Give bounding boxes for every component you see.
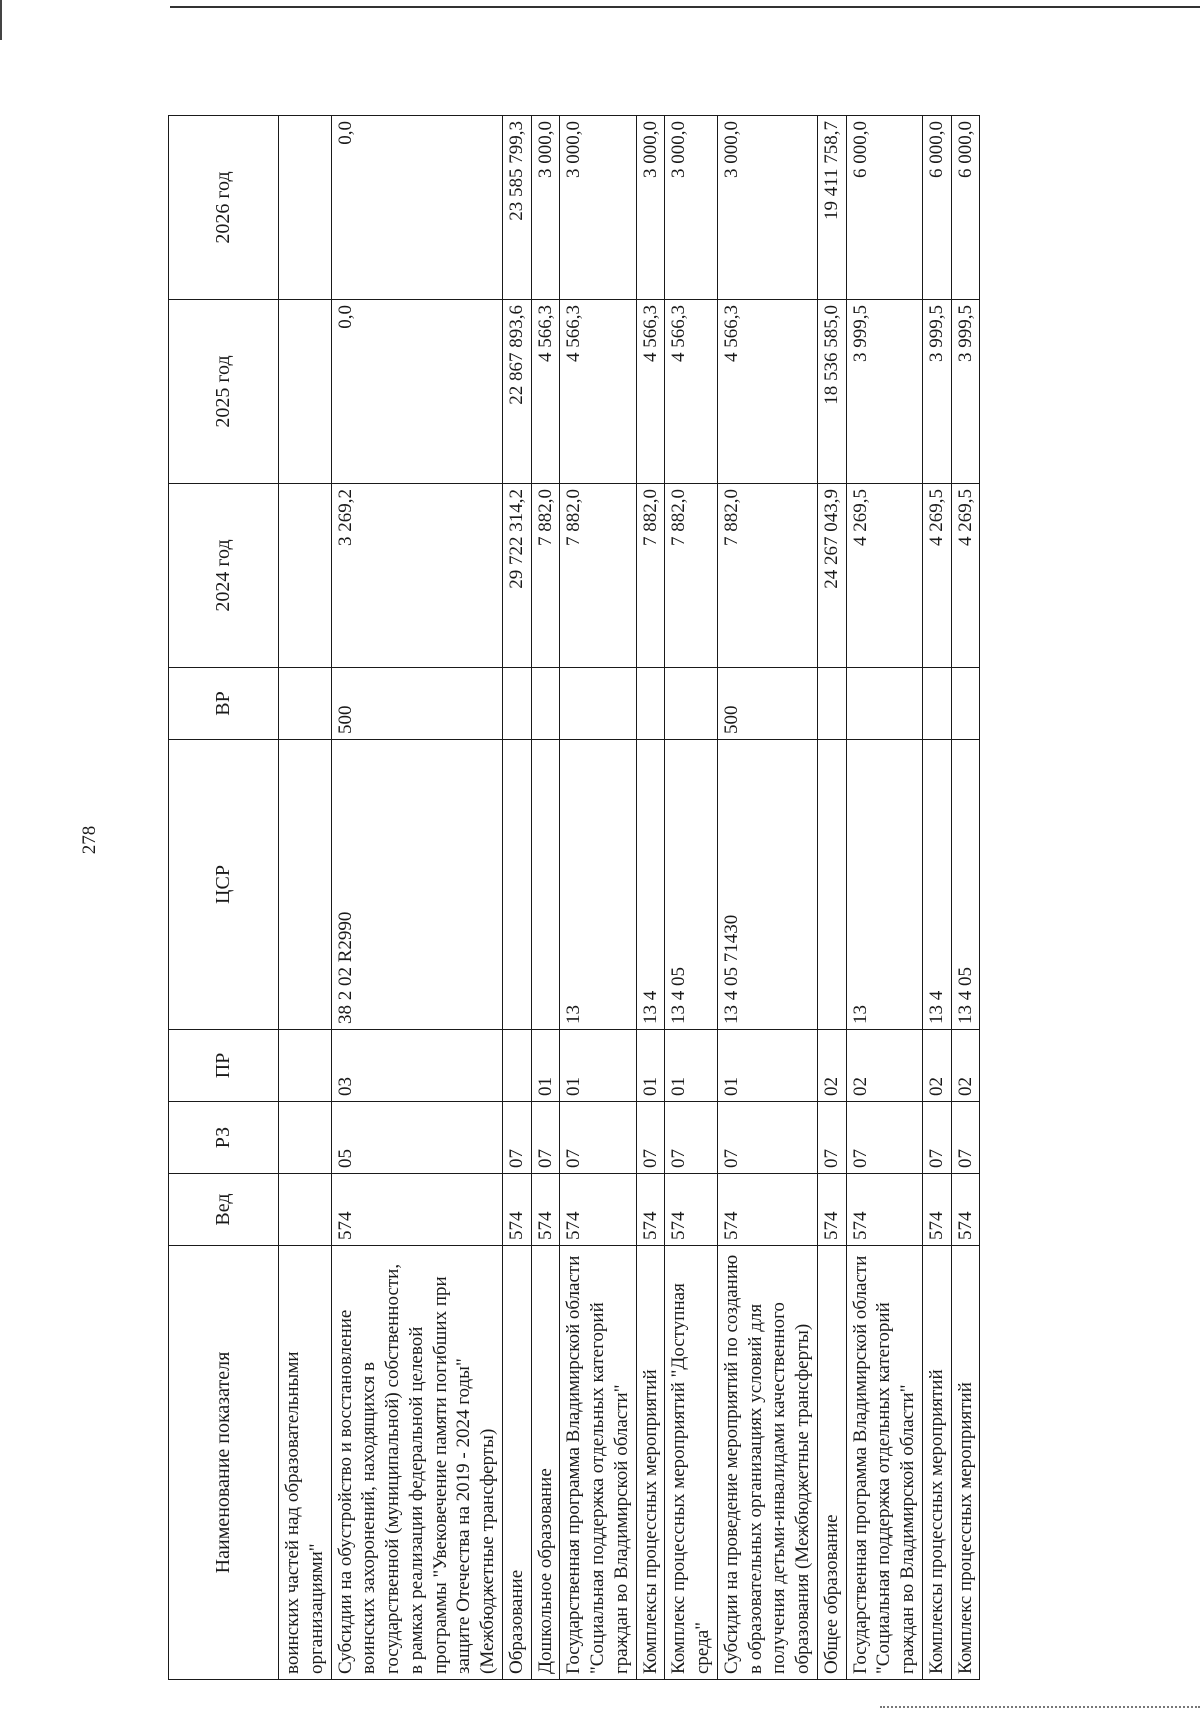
cell-y2024: 7 882,0 <box>636 484 665 668</box>
cell-vr <box>502 668 531 740</box>
cell-vr <box>922 668 951 740</box>
table-row <box>665 116 718 1680</box>
cell-csr: 13 4 05 71430 <box>717 740 817 1030</box>
cell-csr <box>279 740 332 1030</box>
cell-name: Комплекс процессных мероприятий <box>951 1246 980 1680</box>
cell-y2024: 7 882,0 <box>665 484 718 668</box>
cell-y2025: 4 566,3 <box>717 300 817 484</box>
cell-name: Комплексы процессных мероприятий <box>636 1246 665 1680</box>
table-row <box>560 116 636 1680</box>
cell-y2026: 3 000,0 <box>665 116 718 300</box>
cell-ved: 574 <box>846 1174 922 1246</box>
cell-y2025: 3 999,5 <box>846 300 922 484</box>
cell-ved: 574 <box>502 1174 531 1246</box>
cell-csr <box>817 740 846 1030</box>
cell-csr: 13 <box>560 740 636 1030</box>
cell-vr <box>846 668 922 740</box>
cell-name: Субсидии на проведение мероприятий по созданию в образовательных организациях условий для получения детьми-инвалидами качественного образования (Межбюджетные трансферты) <box>717 1246 817 1680</box>
table-row <box>922 116 951 1680</box>
table-row <box>636 116 665 1680</box>
cell-y2024: 7 882,0 <box>717 484 817 668</box>
cell-pr: 02 <box>922 1030 951 1102</box>
cell-y2025: 22 867 893,6 <box>502 300 531 484</box>
cell-pr <box>502 1030 531 1102</box>
cell-ved <box>279 1174 332 1246</box>
cell-ved: 574 <box>331 1174 502 1246</box>
cell-csr <box>531 740 560 1030</box>
cell-csr: 13 4 05 <box>951 740 980 1030</box>
header-2026: 2026 год <box>169 116 279 300</box>
cell-y2025: 4 566,3 <box>636 300 665 484</box>
header-pr: ПР <box>169 1030 279 1102</box>
table-row <box>502 116 531 1680</box>
cell-ved: 574 <box>951 1174 980 1246</box>
cell-name: Субсидии на обустройство и восстановление воинских захоронений, находящихся в государственной (муниципальной) собственности, в рамках реализации федеральной целевой программы "Увековечение памяти погибших при защите Отечества на 2019 - 2024 годы" (Межбюджетные трансферты) <box>331 1246 502 1680</box>
header-rz: РЗ <box>169 1102 279 1174</box>
cell-y2024: 24 267 043,9 <box>817 484 846 668</box>
cell-name: Комплекс процессных мероприятий "Доступная среда" <box>665 1246 718 1680</box>
table-row <box>279 116 332 1680</box>
table-row <box>331 116 502 1680</box>
cell-ved: 574 <box>717 1174 817 1246</box>
cell-pr: 01 <box>531 1030 560 1102</box>
cell-vr <box>636 668 665 740</box>
scan-edge-left <box>0 0 2 40</box>
cell-y2024: 29 722 314,2 <box>502 484 531 668</box>
cell-ved: 574 <box>636 1174 665 1246</box>
cell-y2024: 4 269,5 <box>922 484 951 668</box>
cell-y2026: 3 000,0 <box>531 116 560 300</box>
rotated-table-container <box>168 116 1131 1680</box>
table-row <box>817 116 846 1680</box>
cell-ved: 574 <box>665 1174 718 1246</box>
cell-y2026: 19 411 758,7 <box>817 116 846 300</box>
table-body <box>279 116 980 1680</box>
table-row <box>846 116 922 1680</box>
cell-ved: 574 <box>531 1174 560 1246</box>
cell-csr: 38 2 02 R2990 <box>331 740 502 1030</box>
cell-rz: 07 <box>636 1102 665 1174</box>
cell-vr <box>665 668 718 740</box>
cell-rz: 07 <box>665 1102 718 1174</box>
cell-y2025 <box>279 300 332 484</box>
cell-csr: 13 4 05 <box>665 740 718 1030</box>
cell-name: воинских частей над образовательными организациями" <box>279 1246 332 1680</box>
header-vr: ВР <box>169 668 279 740</box>
scan-edge-bottom <box>880 1706 1200 1708</box>
cell-pr: 01 <box>717 1030 817 1102</box>
cell-pr: 02 <box>846 1030 922 1102</box>
cell-rz: 07 <box>531 1102 560 1174</box>
table-row <box>951 116 980 1680</box>
header-ved: Вед <box>169 1174 279 1246</box>
cell-rz: 07 <box>717 1102 817 1174</box>
cell-y2026: 23 585 799,3 <box>502 116 531 300</box>
cell-csr: 13 <box>846 740 922 1030</box>
cell-y2025: 0,0 <box>331 300 502 484</box>
cell-y2026: 3 000,0 <box>560 116 636 300</box>
cell-rz: 07 <box>817 1102 846 1174</box>
budget-table <box>168 115 980 1680</box>
cell-vr: 500 <box>717 668 817 740</box>
cell-y2024 <box>279 484 332 668</box>
cell-csr <box>502 740 531 1030</box>
page-number: 278 <box>79 825 100 855</box>
cell-y2026: 6 000,0 <box>951 116 980 300</box>
header-csr: ЦСР <box>169 740 279 1030</box>
cell-y2024: 4 269,5 <box>951 484 980 668</box>
cell-rz: 07 <box>846 1102 922 1174</box>
cell-name: Государственная программа Владимирской области "Социальная поддержка отдельных категорий граждан во Владимирской области" <box>560 1246 636 1680</box>
cell-y2025: 3 999,5 <box>922 300 951 484</box>
cell-y2025: 4 566,3 <box>665 300 718 484</box>
cell-y2026: 6 000,0 <box>922 116 951 300</box>
cell-vr: 500 <box>331 668 502 740</box>
cell-vr <box>531 668 560 740</box>
scan-edge-top <box>170 6 1200 8</box>
cell-pr: 01 <box>636 1030 665 1102</box>
cell-vr <box>817 668 846 740</box>
cell-y2024: 3 269,2 <box>331 484 502 668</box>
header-name: Наименование показателя <box>169 1246 279 1680</box>
cell-y2025: 18 536 585,0 <box>817 300 846 484</box>
header-2024: 2024 год <box>169 484 279 668</box>
table-header-row <box>169 116 279 1680</box>
cell-y2025: 3 999,5 <box>951 300 980 484</box>
cell-pr: 01 <box>665 1030 718 1102</box>
cell-y2024: 7 882,0 <box>560 484 636 668</box>
cell-name: Образование <box>502 1246 531 1680</box>
cell-y2026: 3 000,0 <box>636 116 665 300</box>
cell-pr <box>279 1030 332 1102</box>
cell-name: Государственная программа Владимирской области "Социальная поддержка отдельных категорий граждан во Владимирской области" <box>846 1246 922 1680</box>
cell-vr <box>560 668 636 740</box>
cell-name: Комплексы процессных мероприятий <box>922 1246 951 1680</box>
table-row <box>717 116 817 1680</box>
cell-y2026: 0,0 <box>331 116 502 300</box>
cell-y2024: 4 269,5 <box>846 484 922 668</box>
header-2025: 2025 год <box>169 300 279 484</box>
cell-pr: 02 <box>951 1030 980 1102</box>
cell-pr: 01 <box>560 1030 636 1102</box>
table-row <box>531 116 560 1680</box>
cell-csr: 13 4 <box>922 740 951 1030</box>
cell-y2025: 4 566,3 <box>560 300 636 484</box>
cell-y2024: 7 882,0 <box>531 484 560 668</box>
cell-rz: 05 <box>331 1102 502 1174</box>
cell-name: Общее образование <box>817 1246 846 1680</box>
cell-rz: 07 <box>922 1102 951 1174</box>
cell-pr: 02 <box>817 1030 846 1102</box>
cell-y2025: 4 566,3 <box>531 300 560 484</box>
cell-name: Дошкольное образование <box>531 1246 560 1680</box>
cell-pr: 03 <box>331 1030 502 1102</box>
cell-rz <box>279 1102 332 1174</box>
cell-rz: 07 <box>951 1102 980 1174</box>
cell-rz: 07 <box>502 1102 531 1174</box>
cell-vr <box>279 668 332 740</box>
cell-y2026 <box>279 116 332 300</box>
cell-rz: 07 <box>560 1102 636 1174</box>
cell-y2026: 6 000,0 <box>846 116 922 300</box>
cell-vr <box>951 668 980 740</box>
cell-csr: 13 4 <box>636 740 665 1030</box>
cell-y2026: 3 000,0 <box>717 116 817 300</box>
cell-ved: 574 <box>817 1174 846 1246</box>
cell-ved: 574 <box>560 1174 636 1246</box>
cell-ved: 574 <box>922 1174 951 1246</box>
